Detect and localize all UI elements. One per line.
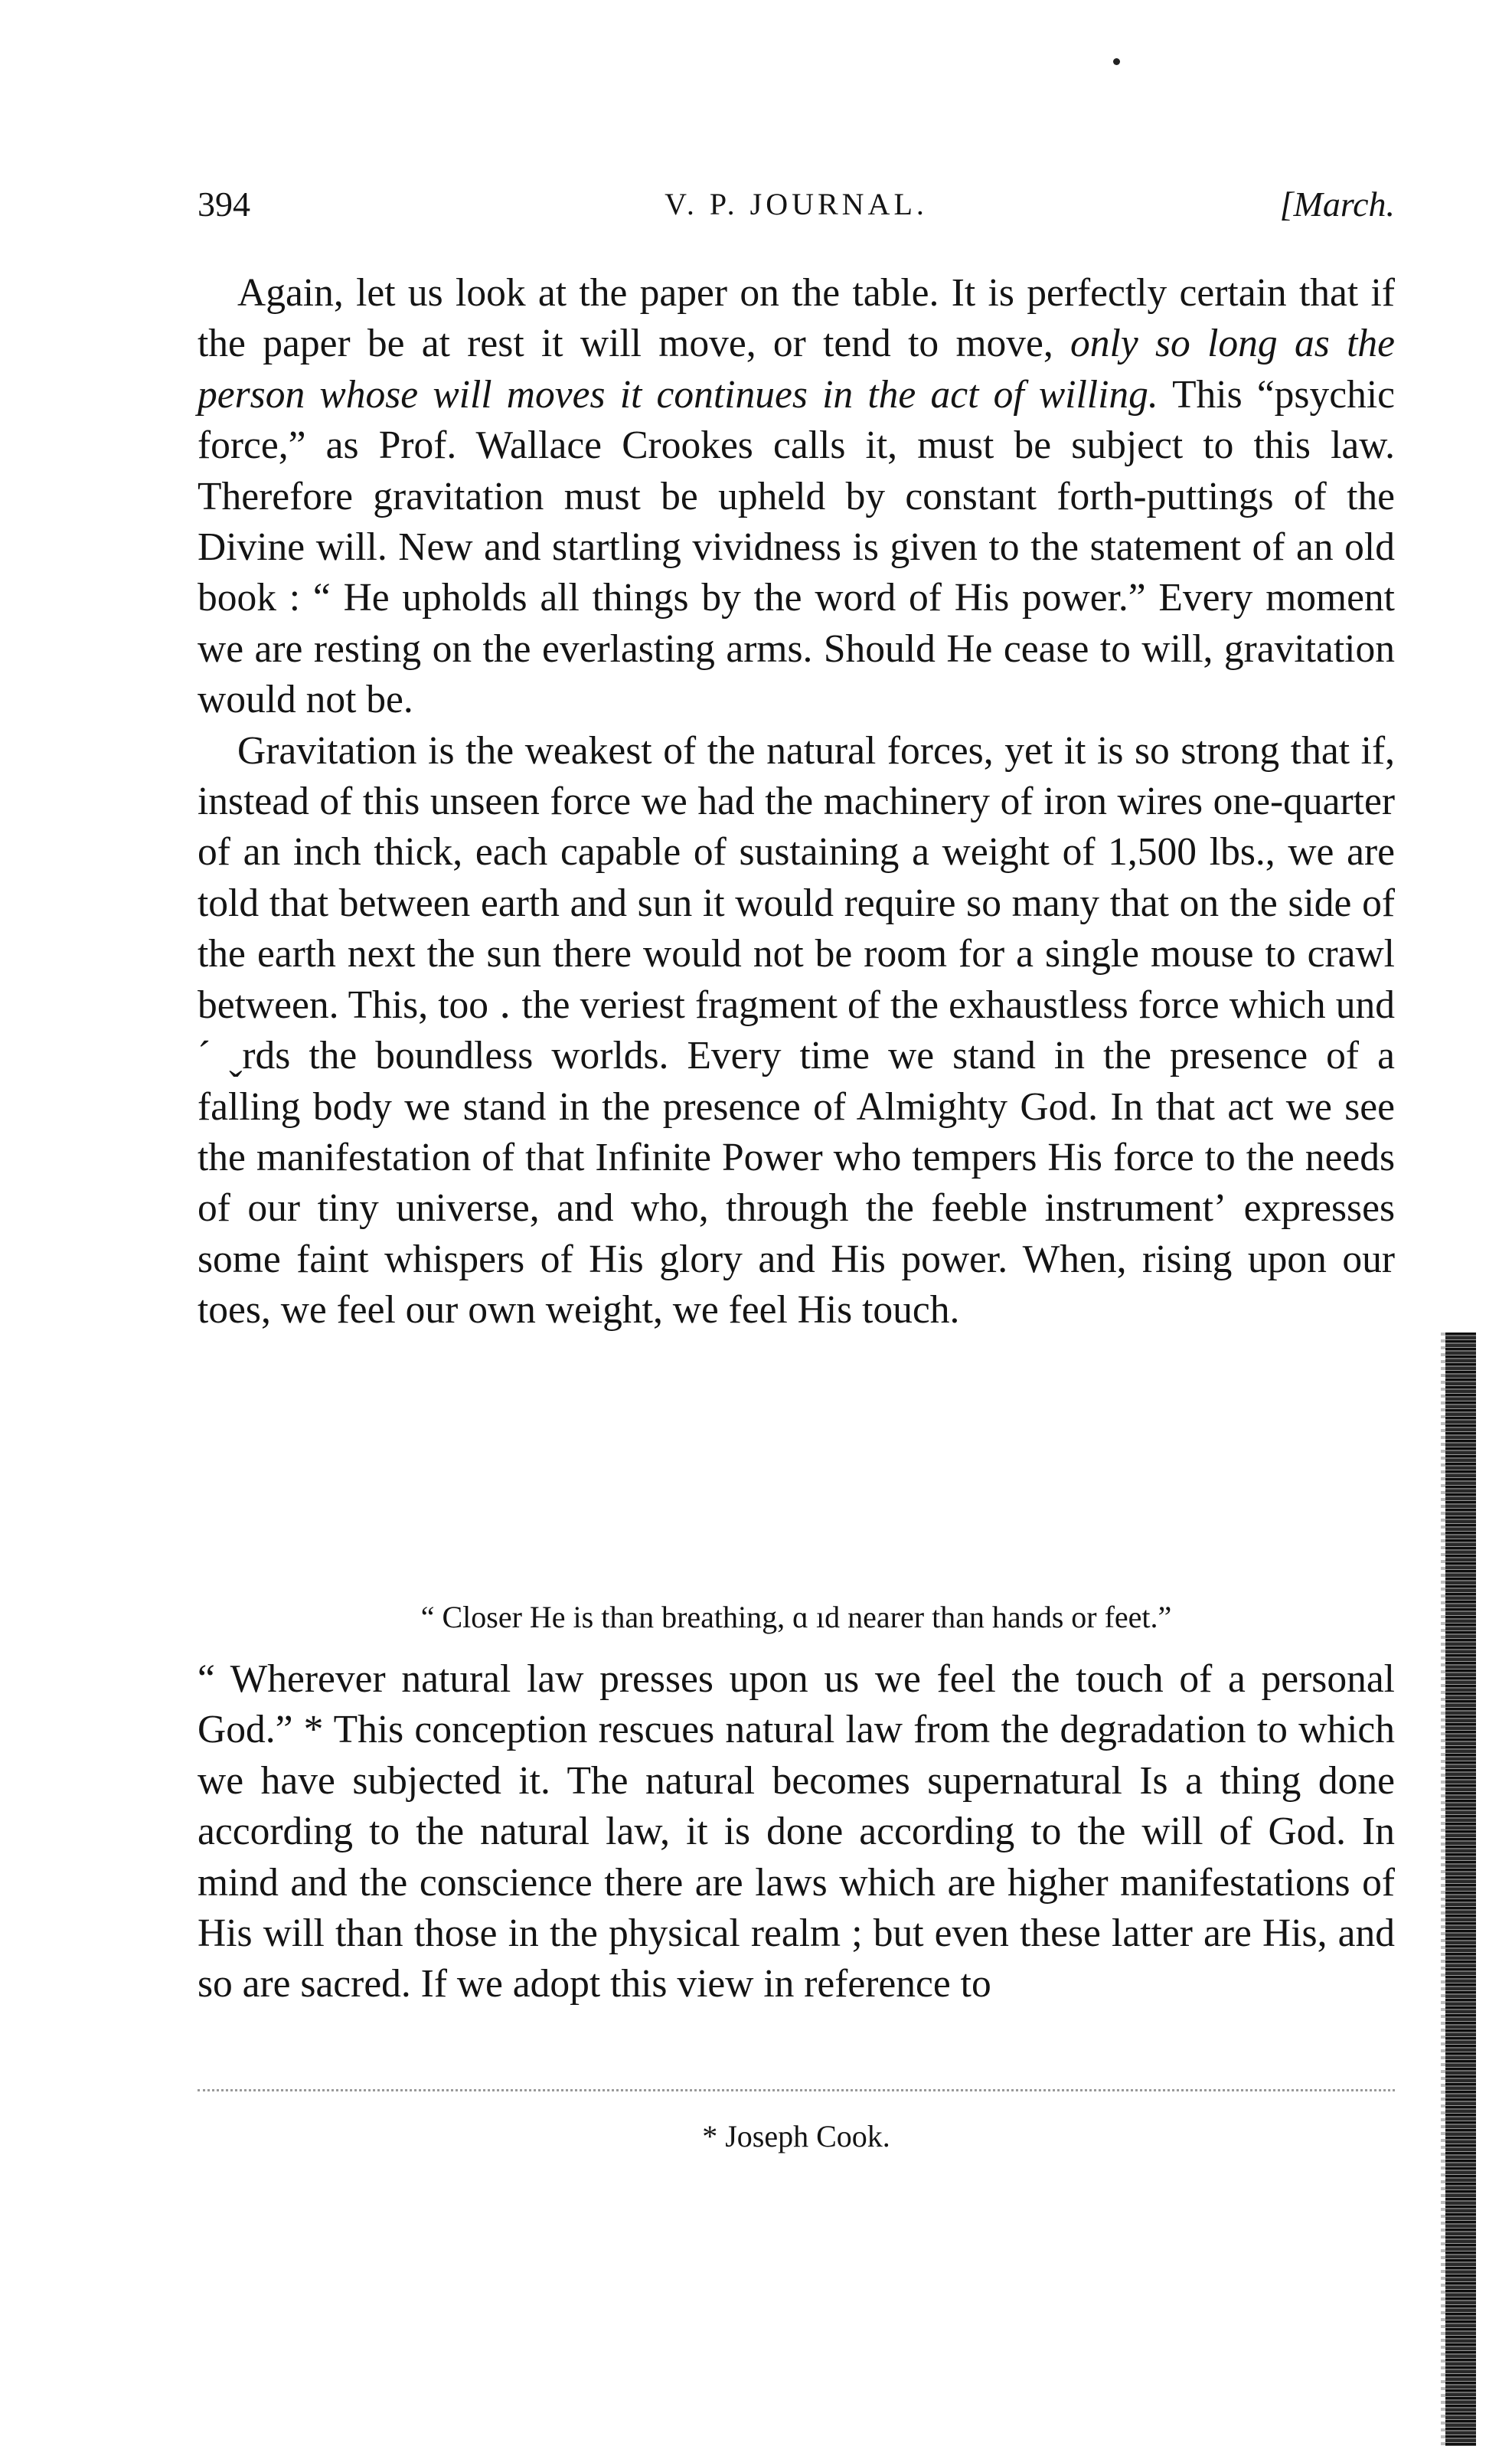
block-quote: “ Closer He is than breathing, ɑ ıd nearer than hands or feet.” <box>420 1600 1172 1634</box>
paragraph-1-rest: This “psychic force,” as Prof. Wallace Crookes calls it, must be subject to this law. Therefore gravitation must be upheld by constant forth-puttings of the Divine will. New and startling vividness is given to the statement of an old book : “ He upholds all things by the word of His power.” Every moment we are resting on the everlasting arms. Should He cease to will, gravitation would not be. <box>198 372 1395 722</box>
print-speck <box>1113 58 1120 65</box>
journal-title: V. P. JOURNAL. <box>665 187 928 221</box>
paragraph-1 <box>198 268 1395 726</box>
page-number: 394 <box>198 185 250 224</box>
paragraph-1-emphasis: only so long as the person whose will moves it continues in the act of willing. <box>198 322 1395 417</box>
paragraph-1-lead: Again, let us look at the paper on the table. It is perfectly certain that if the paper be at rest it will move, or tend to move, <box>198 271 1395 366</box>
text-block-lower <box>198 1654 1395 2010</box>
running-head <box>198 178 1395 231</box>
footnote-rule <box>198 2089 1395 2091</box>
paragraph-3: “ Wherever natural law presses upon us we feel the touch of a personal God.” * This conception rescues natural law from the degradation to which we have subjected it. The natural becomes supernatural Is a thing done according to the natural law, it is done according to the will of God. In mind and the conscience there are laws which are higher manifestations of His will than those in the physical realm ; but even these latter are His, and so are sacred. If we adopt this view in reference to <box>198 1657 1395 2006</box>
month-label: [March. <box>1279 185 1395 224</box>
footnote: * Joseph Cook. <box>702 2119 890 2153</box>
page-edge-strip <box>1445 1333 1476 2446</box>
text-block-upper <box>198 268 1395 1336</box>
paragraph-2: Gravitation is the weakest of the natural forces, yet it is so strong that if, instead of this unseen force we had the machinery of iron wires one-quarter of an inch thick, each capable of sustaining a weight of 1,500 lbs., we are told that between earth and sun it would require so many that on the side of the earth next the sun there would not be room for a single mouse to crawl between. This, too ․ the veriest fragment of the exhaustless force which und´ ˬrds the boundless worlds. Every time we stand in the presence of a falling body we stand in the presence of Almighty God. In that act we see the manifestation of that Infinite Power who tempers His force to the needs of our tiny universe, and who, through the feeble instrumentʼ expresses some faint whispers of His glory and His power. When, rising upon our toes, we feel our own weight, we feel His touch. <box>198 728 1395 1333</box>
